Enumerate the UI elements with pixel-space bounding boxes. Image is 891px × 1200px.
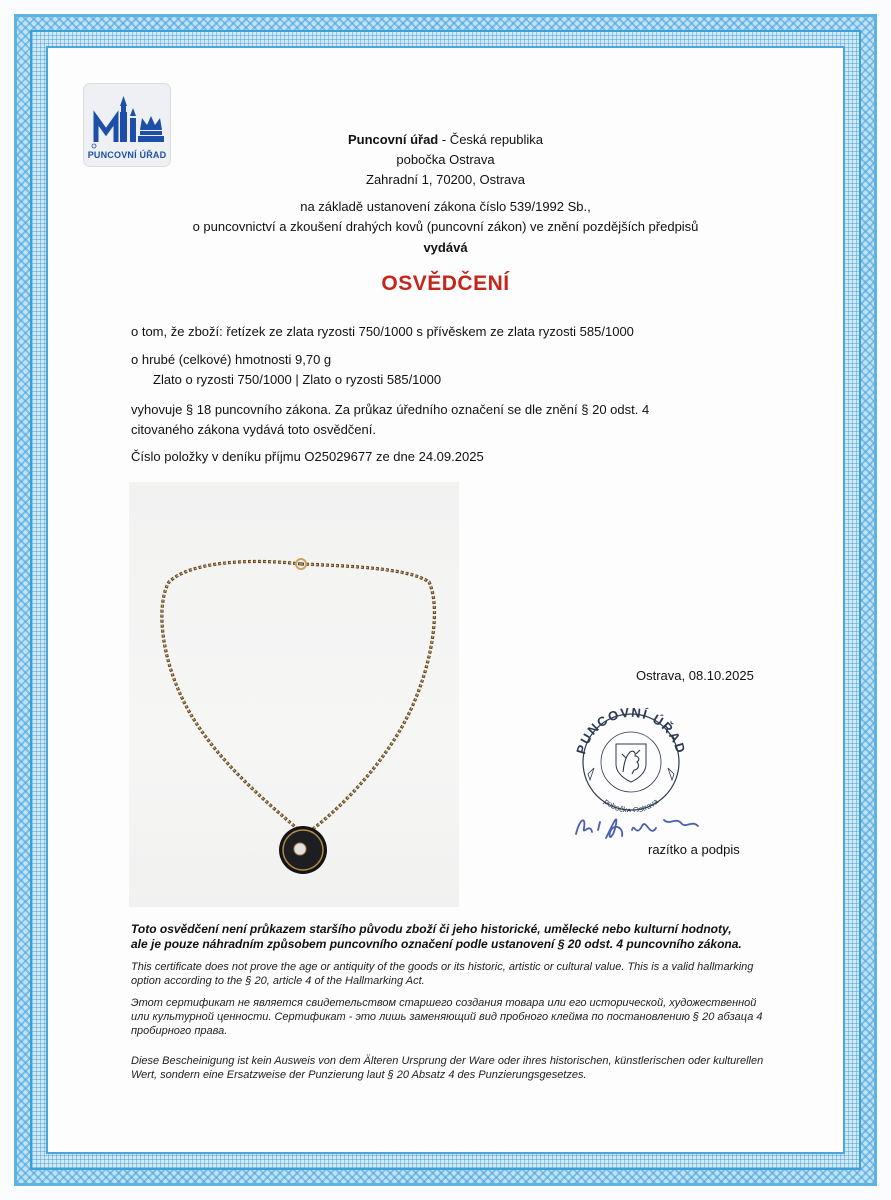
logo-caption: PUNCOVNÍ ÚŘAD xyxy=(87,150,167,160)
disclaimer-german: Diese Bescheinigung ist kein Ausweis von dem Älteren Ursprung der Ware oder ihres historischen, künstlerischen oder kulturellen Wert, sondern eine Ersatzweise der Punzierung laut § 20 Absatz 4 des Punzierungsgesetzes. xyxy=(131,1055,764,1081)
stamp-top-text: PUNCOVNÍ ÚŘAD xyxy=(573,704,689,756)
record-number: Číslo položky v deníku příjmu O25029677 ze dne 24.09.2025 xyxy=(131,449,484,464)
law-line-2: o puncovnictví a zkoušení drahých kovů (puncovní zákon) ve znění pozdějších předpisů xyxy=(192,219,699,234)
disclaimer-czech-line-2: ale je pouze náhradním způsobem puncovního označení podle ustanovení § 20 odst. 4 puncovního zákona. xyxy=(131,937,742,951)
stamp-and-signature-label: razítko a podpis xyxy=(648,842,740,857)
compliance-line-2: citovaného zákona vydává toto osvědčení. xyxy=(131,422,376,437)
issuer-line xyxy=(0,132,891,147)
stamp-bottom-text: pobočka Ostrava xyxy=(602,796,660,812)
certificate-title: OSVĚDČENÍ xyxy=(381,272,510,295)
disclaimer-russian: Этот сертификат не является свидетельством старшего создания товара или его исторической, художественной или культурной ценности. Сертификат - это лишь заменяющий вид пробного клейма по постановлению § 20 абзаца 4 пробирного права. xyxy=(131,997,763,1037)
address-line: Zahradní 1, 70200, Ostrava xyxy=(366,172,525,187)
necklace-image xyxy=(129,482,459,907)
lion-shield-icon xyxy=(616,744,646,782)
svg-text:PUNCOVNÍ ÚŘAD xyxy=(573,705,689,756)
disclaimer-english: This certificate does not prove the age or antiquity of the goods or its historic, artistic or cultural value. This is a valid hallmarking option according to the § 20, article 4 of the Hallmarking Act. xyxy=(131,961,754,987)
disclaimer-czech-line-1: Toto osvědčení není průkazem staršího původu zboží či jeho historické, umělecké nebo kulturní hodnoty, xyxy=(131,922,732,936)
law-line-1: na základě ustanovení zákona číslo 539/1992 Sb., xyxy=(300,199,591,214)
goods-description: o tom, že zboží: řetízek ze zlata ryzosti 750/1000 s přívěskem ze zlata ryzosti 585/1000 xyxy=(131,324,634,339)
official-stamp xyxy=(566,702,696,817)
branch-line: pobočka Ostrava xyxy=(396,152,495,167)
issuer-country: - Česká republika xyxy=(438,132,544,147)
fineness-line: Zlato o ryzosti 750/1000 | Zlato o ryzosti 585/1000 xyxy=(153,372,442,387)
gross-weight: o hrubé (celkové) hmotnosti 9,70 g xyxy=(131,352,332,367)
jewelry-photo xyxy=(129,482,459,907)
compliance-line-1: vyhovuje § 18 puncovního zákona. Za průkaz úředního označení se dle znění § 20 odst. 4 xyxy=(131,402,650,417)
issuer-name: Puncovní úřad xyxy=(347,132,439,147)
disclaimer-czech xyxy=(131,922,771,952)
issues-line: vydává xyxy=(423,240,468,255)
place-and-date: Ostrava, 08.10.2025 xyxy=(636,668,754,683)
